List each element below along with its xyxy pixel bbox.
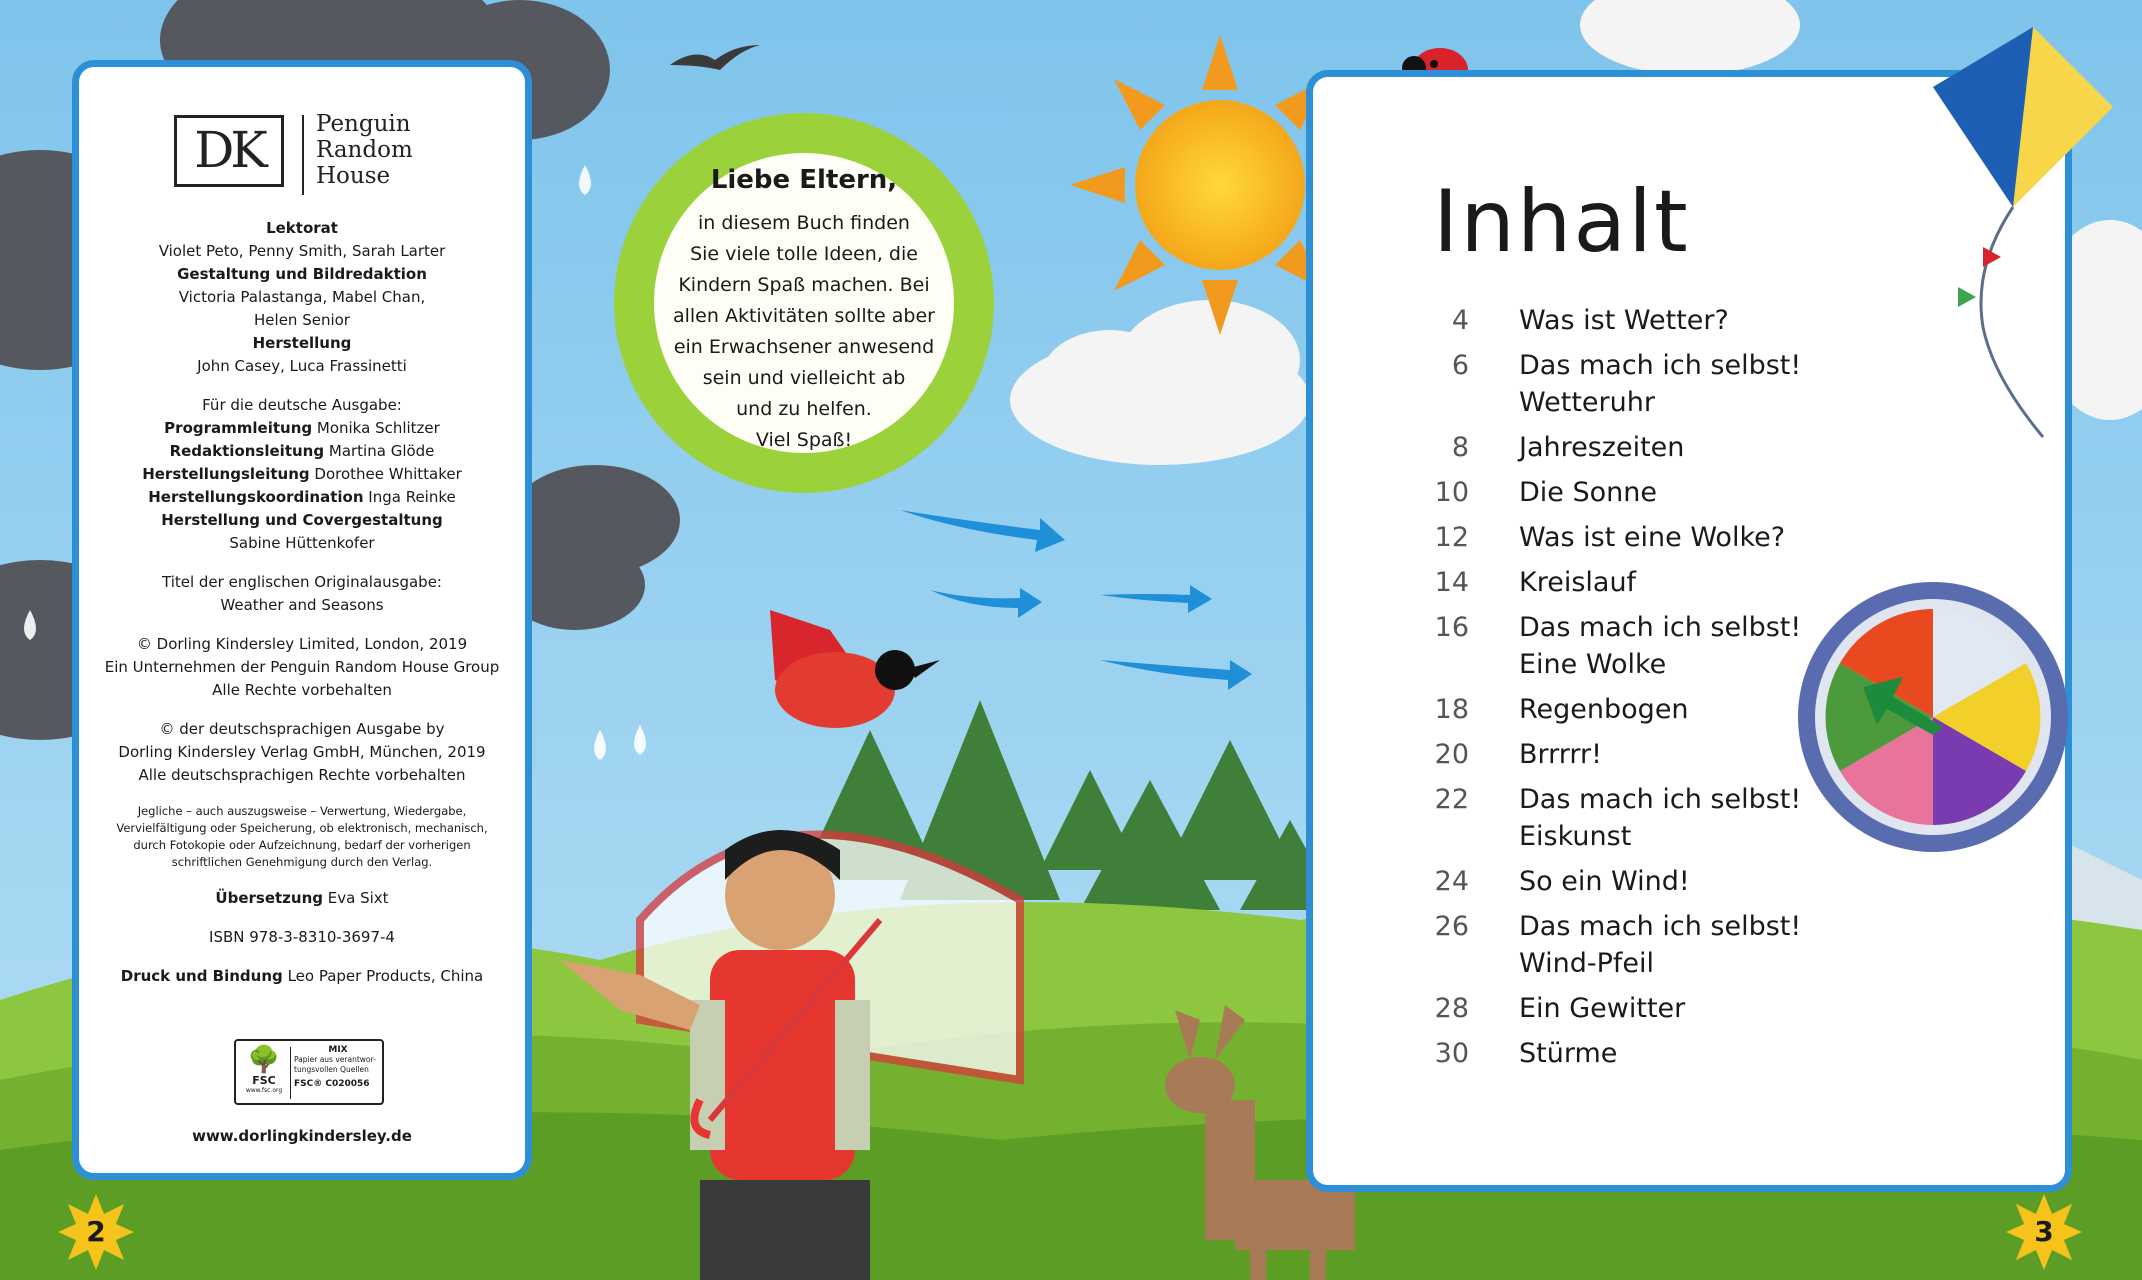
bubble-line: ein Erwachsener anwesend	[673, 336, 935, 358]
bubble-line: allen Aktivitäten sollte aber	[672, 305, 935, 327]
toc-entry[interactable]	[1413, 519, 1833, 556]
toc-entry-title: Regenbogen	[1519, 694, 1689, 725]
logo-line: Penguin	[316, 111, 411, 137]
toc-entry[interactable]	[1413, 908, 1833, 982]
logo-line: House	[316, 163, 391, 189]
toc-entry-title: So ein Wind!	[1519, 866, 1690, 897]
toc-entry[interactable]	[1413, 863, 1833, 900]
toc-page-number: 20	[1434, 739, 1469, 770]
toc-page-number: 16	[1434, 612, 1469, 643]
publisher-logo	[174, 111, 444, 201]
bubble-line: sein und vielleicht ab	[702, 367, 906, 389]
german-edition-intro: Für die deutsche Ausgabe:	[202, 396, 402, 414]
legal-notice-line: Vervielfältigung oder Speicherung, ob elektronisch, mechanisch,	[116, 821, 488, 835]
weather-wheel-illustration	[1793, 577, 2073, 857]
penguin-random-house-logo	[316, 111, 446, 189]
logo-line: Random	[316, 137, 413, 163]
fsc-label	[234, 1039, 384, 1105]
bubble-line: in diesem Buch finden	[698, 212, 910, 234]
credit-names: Sabine Hüttenkofer	[229, 534, 375, 552]
toc-page-number: 12	[1434, 522, 1469, 553]
credit-names: Victoria Palastanga, Mabel Chan,	[178, 288, 426, 306]
page-number-right	[2004, 1192, 2084, 1272]
credit-role: Gestaltung und Bildredaktion	[177, 265, 427, 283]
copyright-line: Alle deutschsprachigen Rechte vorbehalten	[138, 766, 466, 784]
credit-names: Helen Senior	[254, 311, 350, 329]
toc-page-number: 26	[1434, 911, 1469, 942]
toc-entry[interactable]	[1413, 474, 1833, 511]
copyright-line: Dorling Kindersley Verlag GmbH, München, 2019	[118, 743, 486, 761]
isbn: ISBN 978-3-8310-3697-4	[209, 928, 395, 946]
toc-page-number: 24	[1434, 866, 1469, 897]
contents-title: Inhalt	[1433, 172, 1690, 272]
bubble-line: Sie viele tolle Ideen, die	[690, 243, 918, 265]
credit-names: Violet Peto, Penny Smith, Sarah Larter	[158, 242, 446, 260]
copyright-line: Ein Unternehmen der Penguin Random House Group	[104, 658, 500, 676]
toc-page-number: 4	[1451, 305, 1469, 336]
bubble-text	[664, 208, 944, 456]
copyright-line: Alle Rechte vorbehalten	[212, 681, 392, 699]
toc-entry-title: Das mach ich selbst! Eine Wolke	[1519, 612, 1802, 680]
dk-logo: DK	[174, 115, 284, 187]
toc-entry[interactable]	[1413, 990, 1833, 1027]
printing-credit: Druck und Bindung Leo Paper Products, China	[120, 967, 484, 985]
copyright-line: © Dorling Kindersley Limited, London, 2019	[136, 635, 468, 653]
toc-entry[interactable]	[1413, 609, 1833, 683]
contents-panel	[1306, 70, 2072, 1192]
translation-credit: Übersetzung Eva Sixt	[215, 889, 389, 907]
toc-entry[interactable]	[1413, 1035, 1833, 1072]
original-title-label: Titel der englischen Originalausgabe:	[162, 573, 442, 591]
toc-entry-title: Ein Gewitter	[1519, 993, 1686, 1024]
fsc-text: MIX Papier aus verantwor-tungsvollen Quellen FSC® C020056	[294, 1045, 376, 1089]
toc-entry[interactable]	[1413, 564, 1833, 601]
copyright-line: © der deutschsprachigen Ausgabe by	[159, 720, 445, 738]
bubble-line: Viel Spaß!	[755, 429, 853, 451]
toc-entry-title: Die Sonne	[1519, 477, 1657, 508]
toc-page-number: 30	[1434, 1038, 1469, 1069]
table-of-contents	[1413, 302, 1833, 1080]
legal-notice-line: durch Fotokopie oder Aufzeichnung, bedarf der vorherigen	[133, 838, 471, 852]
toc-entry[interactable]	[1413, 691, 1833, 728]
toc-page-number: 18	[1434, 694, 1469, 725]
toc-entry[interactable]	[1413, 302, 1833, 339]
legal-notice-line: schriftlichen Genehmigung durch den Verlag.	[171, 855, 433, 869]
page-number-text: 3	[2034, 1215, 2054, 1248]
bubble-line: und zu helfen.	[736, 398, 872, 420]
page-number-text: 2	[86, 1215, 106, 1248]
toc-entry-title: Brrrrr!	[1519, 739, 1602, 770]
credit-line: Herstellungsleitung Dorothee Whittaker	[142, 465, 462, 483]
toc-page-number: 10	[1434, 477, 1469, 508]
credit-role: Lektorat	[266, 219, 338, 237]
parents-note-bubble	[654, 153, 954, 453]
toc-page-number: 8	[1451, 432, 1469, 463]
credit-role: Herstellung	[252, 334, 352, 352]
logo-divider	[302, 115, 304, 195]
toc-page-number: 14	[1434, 567, 1469, 598]
bubble-title: Liebe Eltern,	[710, 165, 898, 195]
imprint-panel	[72, 60, 532, 1180]
toc-entry-title: Jahreszeiten	[1519, 432, 1685, 463]
toc-entry-title: Das mach ich selbst! Wind-Pfeil	[1519, 911, 1802, 979]
kite-illustration	[1913, 27, 2113, 447]
toc-entry-title: Was ist eine Wolke?	[1519, 522, 1786, 553]
toc-page-number: 22	[1434, 784, 1469, 815]
toc-entry-title: Das mach ich selbst! Wetteruhr	[1519, 350, 1802, 418]
toc-page-number: 28	[1434, 993, 1469, 1024]
toc-entry[interactable]	[1413, 347, 1833, 421]
toc-page-number: 6	[1451, 350, 1469, 381]
toc-entry-title: Kreislauf	[1519, 567, 1637, 598]
toc-entry-title: Was ist Wetter?	[1519, 305, 1729, 336]
credit-line: Programmleitung Monika Schlitzer	[164, 419, 440, 437]
credit-names: John Casey, Luca Frassinetti	[197, 357, 407, 375]
toc-entry[interactable]	[1413, 429, 1833, 466]
credit-line: Herstellung und Covergestaltung	[161, 511, 443, 529]
website-link[interactable]: www.dorlingkindersley.de	[192, 1127, 412, 1145]
toc-entry-title: Stürme	[1519, 1038, 1618, 1069]
tree-icon: 🌳	[247, 1045, 281, 1075]
credits	[97, 217, 507, 988]
page-number-left	[56, 1192, 136, 1272]
toc-entry[interactable]	[1413, 736, 1833, 773]
toc-entry-title: Das mach ich selbst! Eiskunst	[1519, 784, 1802, 852]
fsc-logo: 🌳 FSC www.fsc.org	[242, 1045, 286, 1099]
bubble-line: Kindern Spaß machen. Bei	[678, 274, 930, 296]
credit-line: Herstellungskoordination Inga Reinke	[148, 488, 456, 506]
legal-notice-line: Jegliche – auch auszugsweise – Verwertung, Wiedergabe,	[137, 804, 467, 818]
credit-line: Redaktionsleitung Martina Glöde	[169, 442, 435, 460]
original-title: Weather and Seasons	[220, 596, 384, 614]
toc-entry[interactable]	[1413, 781, 1833, 855]
